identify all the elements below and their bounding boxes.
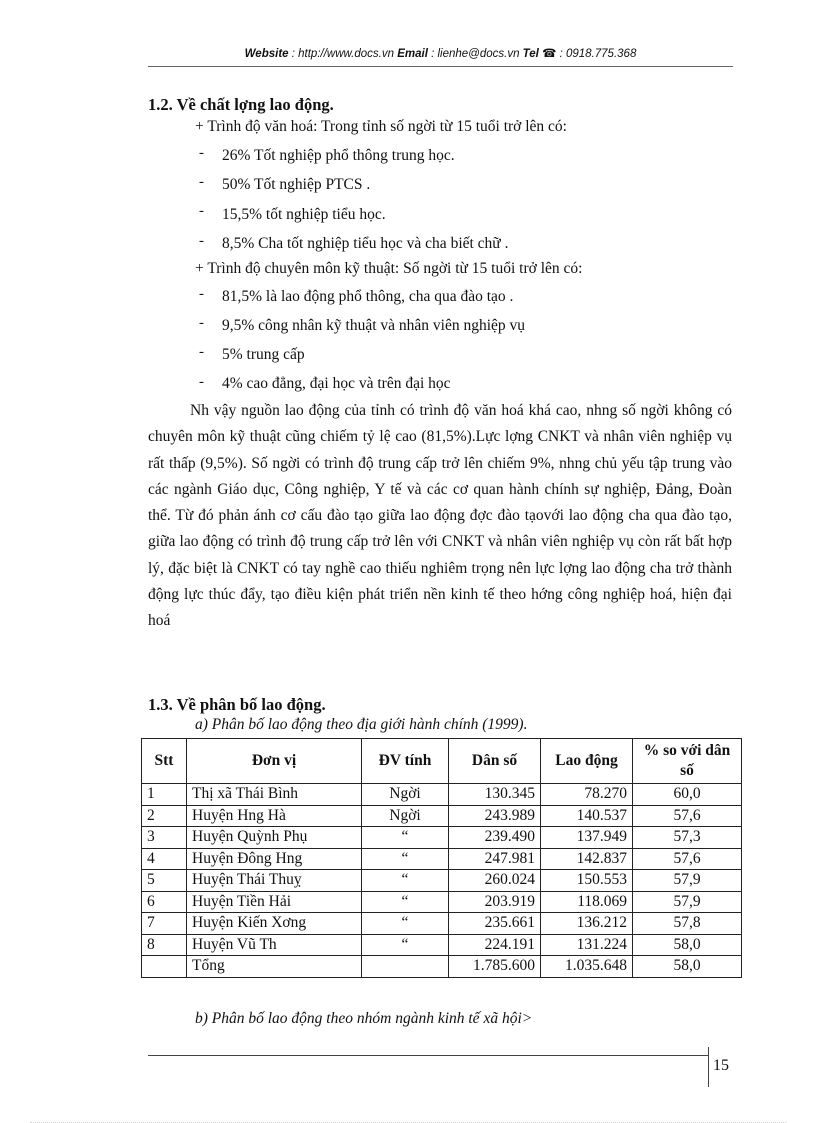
cell-unit: Huyện Hng Hà	[187, 805, 362, 827]
footer-divider	[708, 1047, 709, 1087]
tel-label: Tel	[522, 48, 539, 60]
table-row	[142, 805, 742, 827]
column-header-stt: Stt	[142, 739, 187, 784]
next-section-caption: b) Phân bố lao động theo nhóm ngành kinh tế xã hội>	[195, 1010, 533, 1027]
page-number: 15	[713, 1057, 729, 1074]
cell-population: 130.345	[449, 784, 541, 806]
cell-unit: Huyện Vũ Th	[187, 934, 362, 956]
column-header-unit: Đơn vị	[187, 739, 362, 784]
table-row	[142, 784, 742, 806]
table-caption: a) Phân bố lao động theo địa giới hành chính (1999).	[195, 716, 528, 733]
cell-population: 224.191	[449, 934, 541, 956]
cell-percent: 57,3	[633, 827, 742, 849]
bullet-dash: -	[199, 315, 204, 331]
cell-stt: 8	[142, 934, 187, 956]
cell-stt: 6	[142, 891, 187, 913]
bullet-dash: -	[199, 233, 204, 249]
cell-population: 247.981	[449, 848, 541, 870]
cell-stt	[142, 956, 187, 978]
cell-population: 239.490	[449, 827, 541, 849]
bullet-item: 8,5% Cha tốt nghiệp tiểu học và cha biết chữ .	[222, 235, 509, 252]
table-total-row	[142, 956, 742, 978]
cell-measure	[362, 956, 449, 978]
cell-unit: Huyện Kiến Xơng	[187, 913, 362, 935]
cell-population: 243.989	[449, 805, 541, 827]
cell-unit: Tổng	[187, 956, 362, 978]
email-value: : lienhe@docs.vn	[427, 48, 523, 60]
cell-percent: 57,6	[633, 848, 742, 870]
column-header-labor: Lao động	[541, 739, 633, 784]
bullet-item: 50% Tốt nghiệp PTCS .	[222, 176, 371, 193]
cell-stt: 5	[142, 870, 187, 892]
cell-stt: 2	[142, 805, 187, 827]
cell-percent: 57,8	[633, 913, 742, 935]
email-label: Email	[397, 48, 428, 60]
analysis-paragraph-text: Nh vậy nguồn lao động của tỉnh có trình độ văn hoá khá cao, nhng số ngời không có chuyên môn kỹ thuật cũng chiếm tỷ lệ cao (81,5%).Lực lợng CNKT và nhân viên nghiệp vụ rất thấp (9,5%). Số ngời có trình độ trung cấp trở lên chiếm 9%, nhng chủ yếu tập trung vào các ngành Giáo dục, Công nghiệp, Y tế và các cơ quan hành chính sự nghiệp, Đảng, Đoàn thể. Từ đó phản ánh cơ cấu đào tạo giữa lao động đợc đào tạovới lao động cha qua đào tạo, giữa lao động có trình độ trung cấp trở lên với CNKT và nhân viên nghiệp vụ còn rất bất hợp lý, đặc biệt là CNKT có tay nghề cao thiếu nghiêm trọng nên lực lợng lao động cha trở thành động lực thúc đẩy, tạo điều kiện phát triển nền kinh tế theo hớng công nghiệp hoá, hiện đại hoá	[148, 402, 732, 630]
cell-unit: Huyện Quỳnh Phụ	[187, 827, 362, 849]
cell-measure: “	[362, 848, 449, 870]
website-label: Website	[244, 48, 289, 60]
cell-stt: 7	[142, 913, 187, 935]
cell-unit: Huyện Thái Thuỵ	[187, 870, 362, 892]
cell-percent: 57,9	[633, 891, 742, 913]
cell-population: 260.024	[449, 870, 541, 892]
cell-unit: Huyện Tiền Hải	[187, 891, 362, 913]
website-value: : http://www.docs.vn	[288, 48, 398, 60]
table-row	[142, 827, 742, 849]
cell-percent: 57,9	[633, 870, 742, 892]
phone-icon: ☎	[542, 48, 557, 60]
table-header-row	[142, 739, 742, 784]
cell-labor: 136.212	[541, 913, 633, 935]
column-header-population: Dân số	[449, 739, 541, 784]
section-heading-1-3: 1.3. Về phân bố lao động.	[148, 695, 326, 714]
bullet-dash: -	[199, 286, 204, 302]
education-level-line: + Trình độ văn hoá: Trong tỉnh số ngời từ 15 tuổi trở lên có:	[195, 118, 567, 135]
tel-value: : 0918.775.368	[556, 48, 637, 60]
cell-population: 1.785.600	[449, 956, 541, 978]
bullet-item: 81,5% là lao động phổ thông, cha qua đào tạo .	[222, 288, 514, 305]
cell-labor: 140.537	[541, 805, 633, 827]
technical-level-line: + Trình độ chuyên môn kỹ thuật: Số ngời từ 15 tuổi trở lên có:	[195, 260, 583, 277]
table-row	[142, 934, 742, 956]
cell-unit: Huyện Đông Hng	[187, 848, 362, 870]
column-header-percent: % so với dân số	[633, 739, 742, 784]
labor-distribution-table	[141, 738, 742, 978]
cell-labor: 118.069	[541, 891, 633, 913]
bullet-dash: -	[199, 145, 204, 161]
bullet-item: 26% Tốt nghiệp phổ thông trung học.	[222, 147, 455, 164]
cell-percent: 60,0	[633, 784, 742, 806]
bullet-item: 15,5% tốt nghiệp tiểu học.	[222, 206, 386, 223]
cell-stt: 1	[142, 784, 187, 806]
footer-rule	[148, 1055, 708, 1056]
table-row	[142, 891, 742, 913]
page-header	[148, 46, 733, 60]
bullet-dash: -	[199, 374, 204, 390]
cell-labor: 150.553	[541, 870, 633, 892]
cell-measure: Ngời	[362, 805, 449, 827]
section-heading-1-2: 1.2. Về chất lợng lao động.	[148, 95, 334, 114]
table-row	[142, 913, 742, 935]
cell-measure: Ngời	[362, 784, 449, 806]
bullet-item: 4% cao đẳng, đại học và trên đại học	[222, 375, 451, 392]
analysis-paragraph	[148, 398, 732, 635]
cell-measure: “	[362, 870, 449, 892]
cell-labor: 142.837	[541, 848, 633, 870]
cell-percent: 58,0	[633, 934, 742, 956]
column-header-measure: ĐV tính	[362, 739, 449, 784]
cell-measure: “	[362, 913, 449, 935]
bullet-dash: -	[199, 203, 204, 219]
cell-measure: “	[362, 827, 449, 849]
bullet-dash: -	[199, 174, 204, 190]
cell-percent: 58,0	[633, 956, 742, 978]
cell-unit: Thị xã Thái Bình	[187, 784, 362, 806]
cell-population: 203.919	[449, 891, 541, 913]
cell-stt: 3	[142, 827, 187, 849]
cell-measure: “	[362, 934, 449, 956]
bullet-item: 5% trung cấp	[222, 346, 305, 363]
header-rule	[148, 66, 733, 67]
cell-measure: “	[362, 891, 449, 913]
cell-labor: 1.035.648	[541, 956, 633, 978]
table-row	[142, 848, 742, 870]
cell-percent: 57,6	[633, 805, 742, 827]
cell-labor: 137.949	[541, 827, 633, 849]
bullet-dash: -	[199, 344, 204, 360]
cell-stt: 4	[142, 848, 187, 870]
cell-labor: 131.224	[541, 934, 633, 956]
cell-population: 235.661	[449, 913, 541, 935]
bullet-item: 9,5% công nhân kỹ thuật và nhân viên nghiệp vụ	[222, 317, 526, 334]
cell-labor: 78.270	[541, 784, 633, 806]
table-row	[142, 870, 742, 892]
